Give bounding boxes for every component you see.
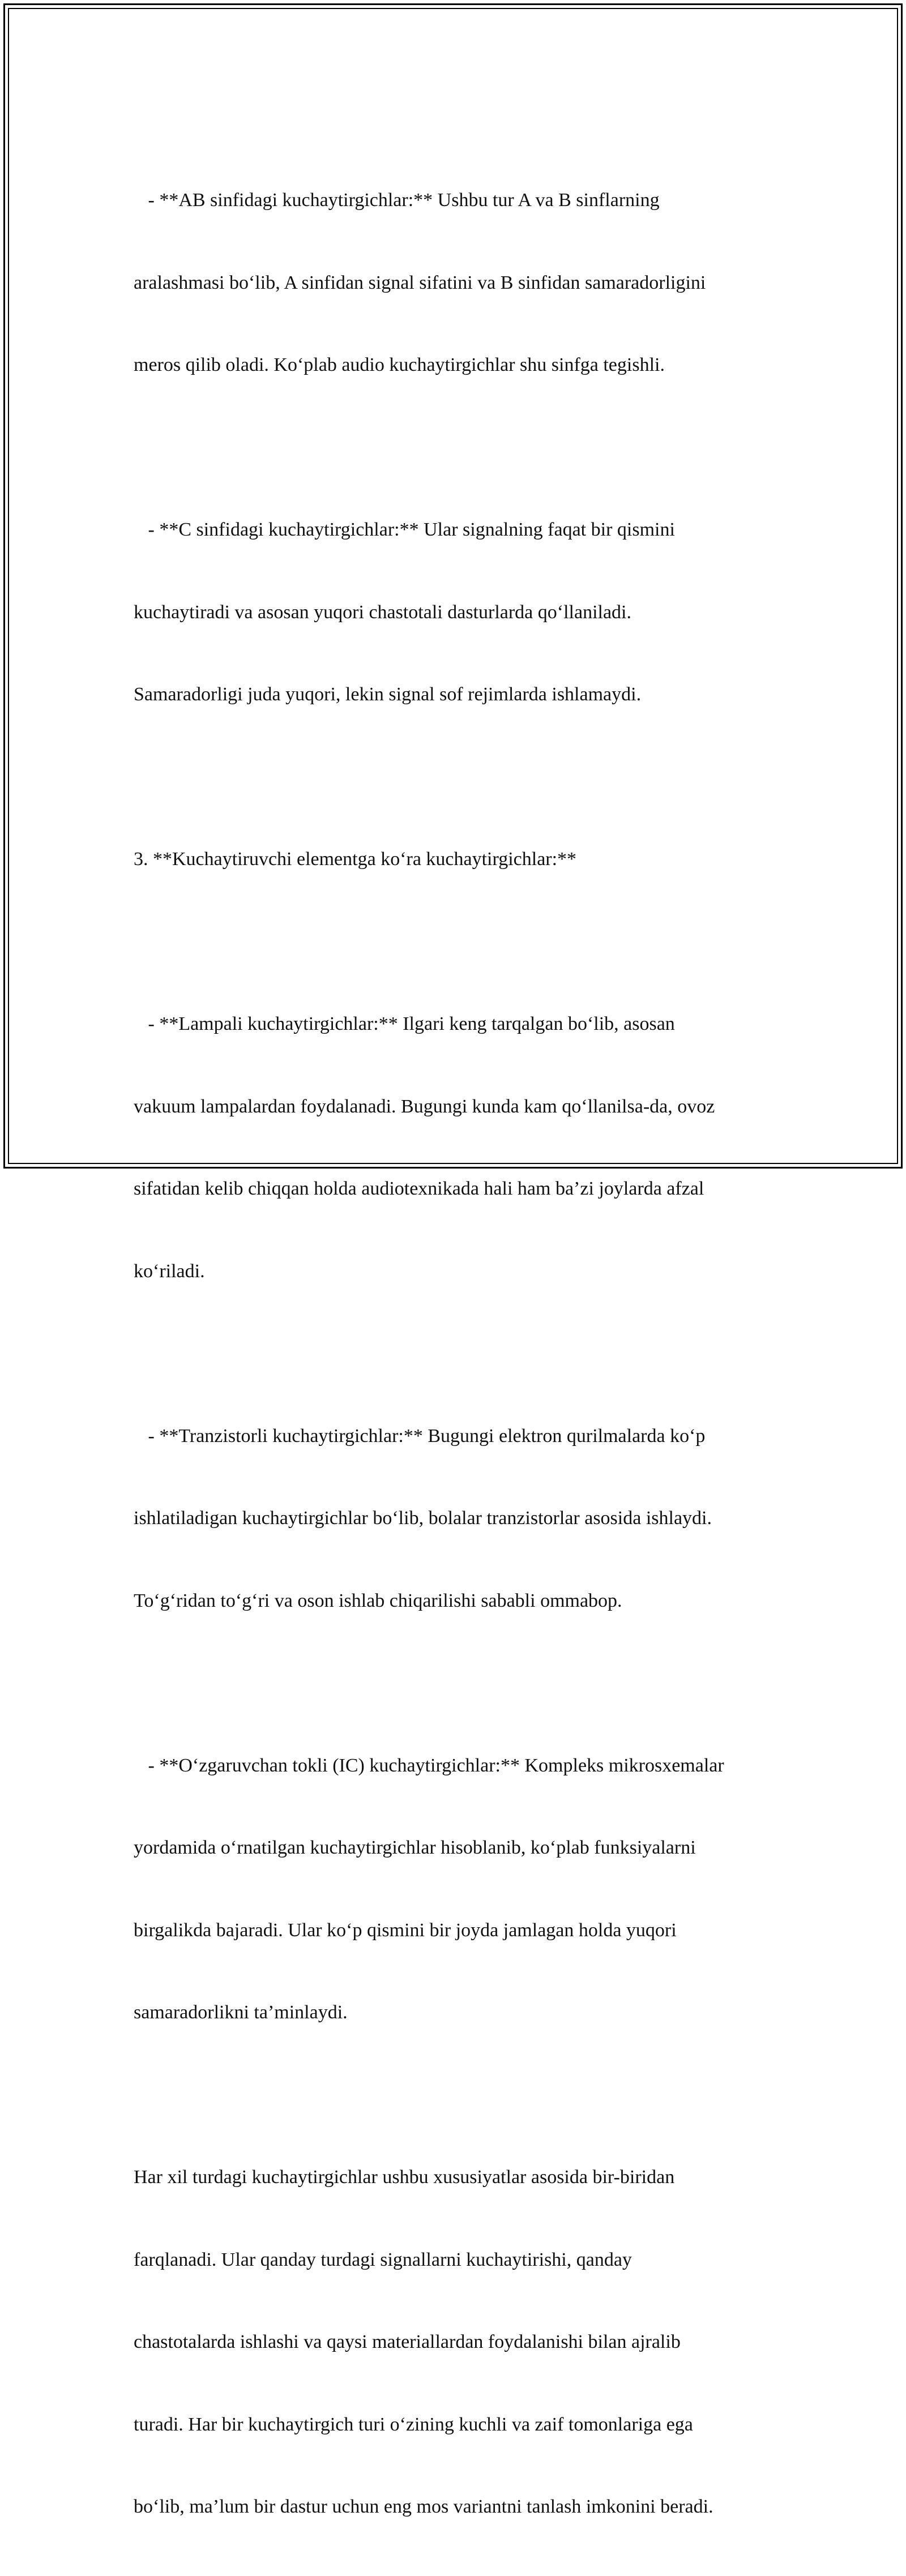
text-line: kuchaytiradi va asosan yuqori chastotali dasturlarda qo‘llaniladi. — [134, 601, 632, 623]
document-body — [134, 132, 802, 2576]
text-line: Samaradorligi juda yuqori, lekin signal sof rejimlarda ishlamaydi. — [134, 684, 642, 705]
text-line: - **O‘zgaruvchan tokli (IC) kuchaytirgichlar:** Kompleks mikrosxemalar — [134, 1755, 724, 1776]
text-line: samaradorlikni ta’minlaydi. — [134, 2002, 348, 2023]
text-line: aralashmasi bo‘lib, A sinfidan signal sifatini va B sinfidan samaradorligini — [134, 272, 706, 293]
paragraph-c-class — [134, 461, 802, 764]
text-line: bo‘lib, ma’lum bir dastur uchun eng mos variantni tanlash imkonini beradi. — [134, 2496, 713, 2517]
text-line: ishlatiladigan kuchaytirgichlar bo‘lib, bolalar tranzistorlar asosida ishlaydi. — [134, 1508, 712, 1529]
text-line: 3. **Kuchaytiruvchi elementga ko‘ra kuchaytirgichlar:** — [134, 849, 577, 870]
paragraph-ab-class — [134, 132, 802, 434]
text-line: - **Tranzistorli kuchaytirgichlar:** Bugungi elektron qurilmalarda ko‘p — [134, 1425, 706, 1447]
text-line: turadi. Har bir kuchaytirgich turi o‘zining kuchli va zaif tomonlariga ega — [134, 2414, 693, 2435]
paragraph-ic-amplifiers — [134, 1697, 802, 2082]
text-line: sifatidan kelib chiqqan holda audiotexnikada hali ham ba’zi joylarda afzal — [134, 1178, 704, 1199]
text-line: ko‘riladi. — [134, 1260, 205, 1282]
paragraph-transistor-amplifiers — [134, 1368, 802, 1670]
paragraph-tube-amplifiers — [134, 956, 802, 1340]
text-line: birgalikda bajaradi. Ular ko‘p qismini bir joyda jamlagan holda yuqori — [134, 1919, 677, 1941]
text-line: - **AB sinfidagi kuchaytirgichlar:** Ushbu tur A va B sinflarning — [134, 190, 660, 211]
text-line: vakuum lampalardan foydalanadi. Bugungi kunda kam qo‘llanilsa-da, ovoz — [134, 1096, 715, 1117]
text-line: To‘g‘ridan to‘g‘ri va oson ishlab chiqarilishi sababli ommabop. — [134, 1590, 622, 1611]
section-heading-3 — [134, 791, 802, 928]
text-line: yordamida o‘rnatilgan kuchaytirgichlar hisoblanib, ko‘plab funksiyalarni — [134, 1837, 696, 1858]
text-line: Har xil turdagi kuchaytirgichlar ushbu xususiyatlar asosida bir-biridan — [134, 2167, 675, 2188]
text-line: - **Lampali kuchaytirgichlar:** Ilgari keng tarqalgan bo‘lib, asosan — [134, 1013, 675, 1034]
text-line: farqlanadi. Ular qanday turdagi signallarni kuchaytirishi, qanday — [134, 2249, 632, 2270]
text-line: - **C sinfidagi kuchaytirgichlar:** Ular signalning faqat bir qismini — [134, 519, 675, 540]
text-line: chastotalarda ishlashi va qaysi materiallardan foydalanishi bilan ajralib — [134, 2331, 681, 2352]
text-line: meros qilib oladi. Ko‘plab audio kuchaytirgichlar shu sinfga tegishli. — [134, 354, 665, 375]
paragraph-conclusion — [134, 2109, 802, 2576]
